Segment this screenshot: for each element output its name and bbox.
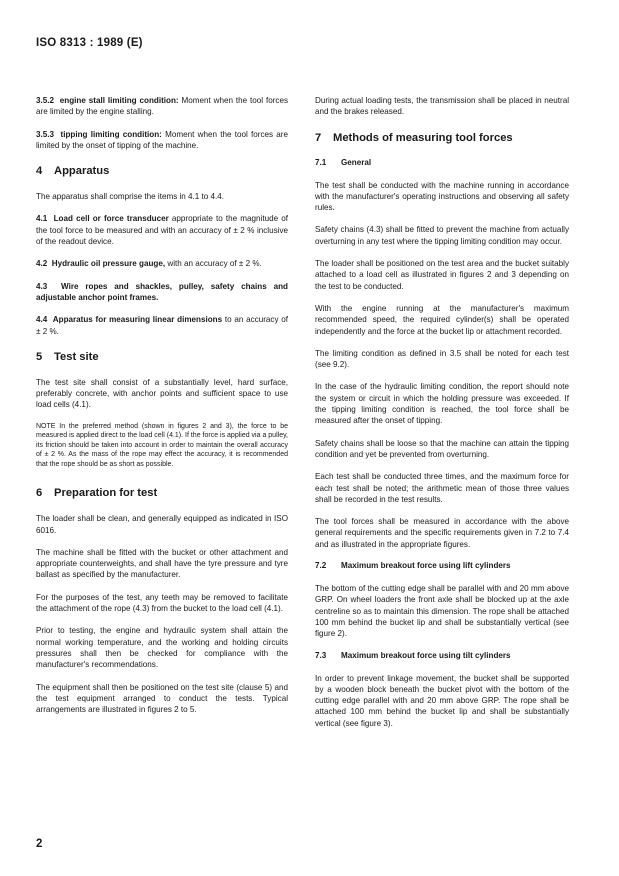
definition-3-5-2: 3.5.2 engine stall limiting condition: Moment when the tool forces are limited by the engine stalling. (36, 96, 288, 117)
subsection-7-2-paragraph: The bottom of the cutting edge shall be parallel with and 20 mm above GRP. On wheel loaders the front axle shall be blocked up at the axle centreline so as to maintain this dimension. The rope shall be attached 100 mm behind the bucket lip and shall be substantially vertical (see figure 2). (315, 584, 569, 639)
left-column (36, 95, 288, 726)
section-6-paragraph-5: The equipment shall then be positioned on the test site (clause 5) and the test equipment arranged to conduct the tests. Typical arrangements are illustrated in figures 2 to 5. (36, 682, 288, 715)
document-header: ISO 8313 : 1989 (E) (36, 37, 143, 49)
section-5-heading: 5 Test site (36, 350, 99, 363)
section-5-note: NOTE In the preferred method (shown in figures 2 and 3), the force to be measured is applied direct to the load cell (4.1). If the force is applied via a pulley, its friction should be taken into account in order to maintain the overall accuracy of ± 2 %. As the mass of the rope may effect the accuracy, it is recommended that the rope should be as short as possible. (36, 422, 289, 468)
subsection-7-3-heading: 7.3 Maximum breakout force using tilt cylinders (315, 650, 511, 660)
item-4-3: 4.3 Wire ropes and shackles, pulley, safety chains and adjustable anchor point frames. (36, 281, 288, 302)
section-7-paragraph-3: The loader shall be positioned on the test area and the bucket suitably attached to a load cell as illustrated in figures 2 and 3 depending on the test to be conducted. (315, 259, 569, 291)
section-4-intro: The apparatus shall comprise the items in 4.1 to 4.4. (36, 192, 225, 202)
subsection-7-3-paragraph: In order to prevent linkage movement, the bucket shall be supported by a wooden block beneath the bucket pivot with the bottom of the cutting edge parallel with and 20 mm above GRP. The rope shall be attached 100 mm behind the bucket lip and shall be substantially vertical (see figure 3). (315, 673, 569, 728)
section-6-paragraph-4: Prior to testing, the engine and hydraulic system shall attain the normal working temperature, and the working and holding circuits pressures shall then be checked for compliance with the manufacturer's recommendations. (36, 626, 288, 670)
section-5-paragraph: The test site shall consist of a substantially level, hard surface, preferably concrete, with anchor points and sufficient space to use load cells (4.1). (36, 377, 288, 410)
section-7-paragraph-8: Each test shall be conducted three times, and the maximum force for each test shall be noted; the arithmetic mean of those three values shall be recorded in the test results. (315, 472, 569, 504)
section-7-heading: 7 Methods of measuring tool forces (315, 131, 513, 144)
section-7-paragraph-9: The tool forces shall be measured in accordance with the above general requirements and the specific requirements given in 7.2 to 7.4 and as illustrated in the appropriate figures. (315, 517, 569, 549)
right-column (315, 95, 569, 740)
section-7-paragraph-5: The limiting condition as defined in 3.5 shall be noted for each test (see 9.2). (315, 348, 569, 370)
transmission-paragraph: During actual loading tests, the transmission shall be placed in neutral and the brakes released. (315, 96, 569, 117)
section-6-paragraph-2: The machine shall be fitted with the bucket or other attachment and appropriate counterweights, and shall have the tyre pressure and tyre ballast as specified by the manufacturer. (36, 547, 288, 580)
item-4-1: 4.1 Load cell or force transducer appropriate to the magnitude of the tool force to be measured and with an accuracy of ± 2 % inclusive of the readout device. (36, 214, 289, 247)
page-number: 2 (36, 838, 43, 850)
item-4-2: 4.2 Hydraulic oil pressure gauge, with an accuracy of ± 2 %. (36, 259, 262, 269)
section-4-heading: 4 Apparatus (36, 165, 110, 178)
section-7-paragraph-6: In the case of the hydraulic limiting condition, the report should note the system or circuit in which the holding pressure was exceeded. If the tipping limiting condition is reached, the tool force shall be measured after the onset of tipping. (315, 382, 569, 426)
subsection-7-2-heading: 7.2 Maximum breakout force using lift cylinders (315, 561, 511, 571)
section-7-paragraph-4: With the engine running at the manufacturer's maximum recommended speed, the required cylinder(s) shall be operated independently and the force at the bucket lip or attachment recorded. (315, 303, 569, 336)
section-7-paragraph-1: The test shall be conducted with the machine running in accordance with the manufacturer's operating instructions and observing all safety rules. (315, 180, 569, 213)
subsection-7-1-heading: 7.1 General (315, 157, 372, 167)
section-7-paragraph-2: Safety chains (4.3) shall be fitted to prevent the machine from actually overturning in any test where the tipping limiting condition may occur. (315, 225, 569, 246)
definition-3-5-3: 3.5.3 tipping limiting condition: Moment when the tool forces are limited by the onset of tipping of the machine. (36, 129, 288, 150)
section-7-paragraph-7: Safety chains shall be loose so that the machine can attain the tipping condition and yet be prevented from overturning. (315, 438, 569, 459)
item-4-4: 4.4 Apparatus for measuring linear dimensions to an accuracy of ± 2 %. (36, 315, 289, 336)
section-6-heading: 6 Preparation for test (36, 487, 158, 500)
section-6-paragraph-3: For the purposes of the test, any teeth may be removed to facilitate the attachment of the rope (4.3) from the bucket to the load cell (4.1). (36, 592, 288, 614)
section-6-paragraph-1: The loader shall be clean, and generally equipped as indicated in ISO 6016. (36, 514, 288, 535)
